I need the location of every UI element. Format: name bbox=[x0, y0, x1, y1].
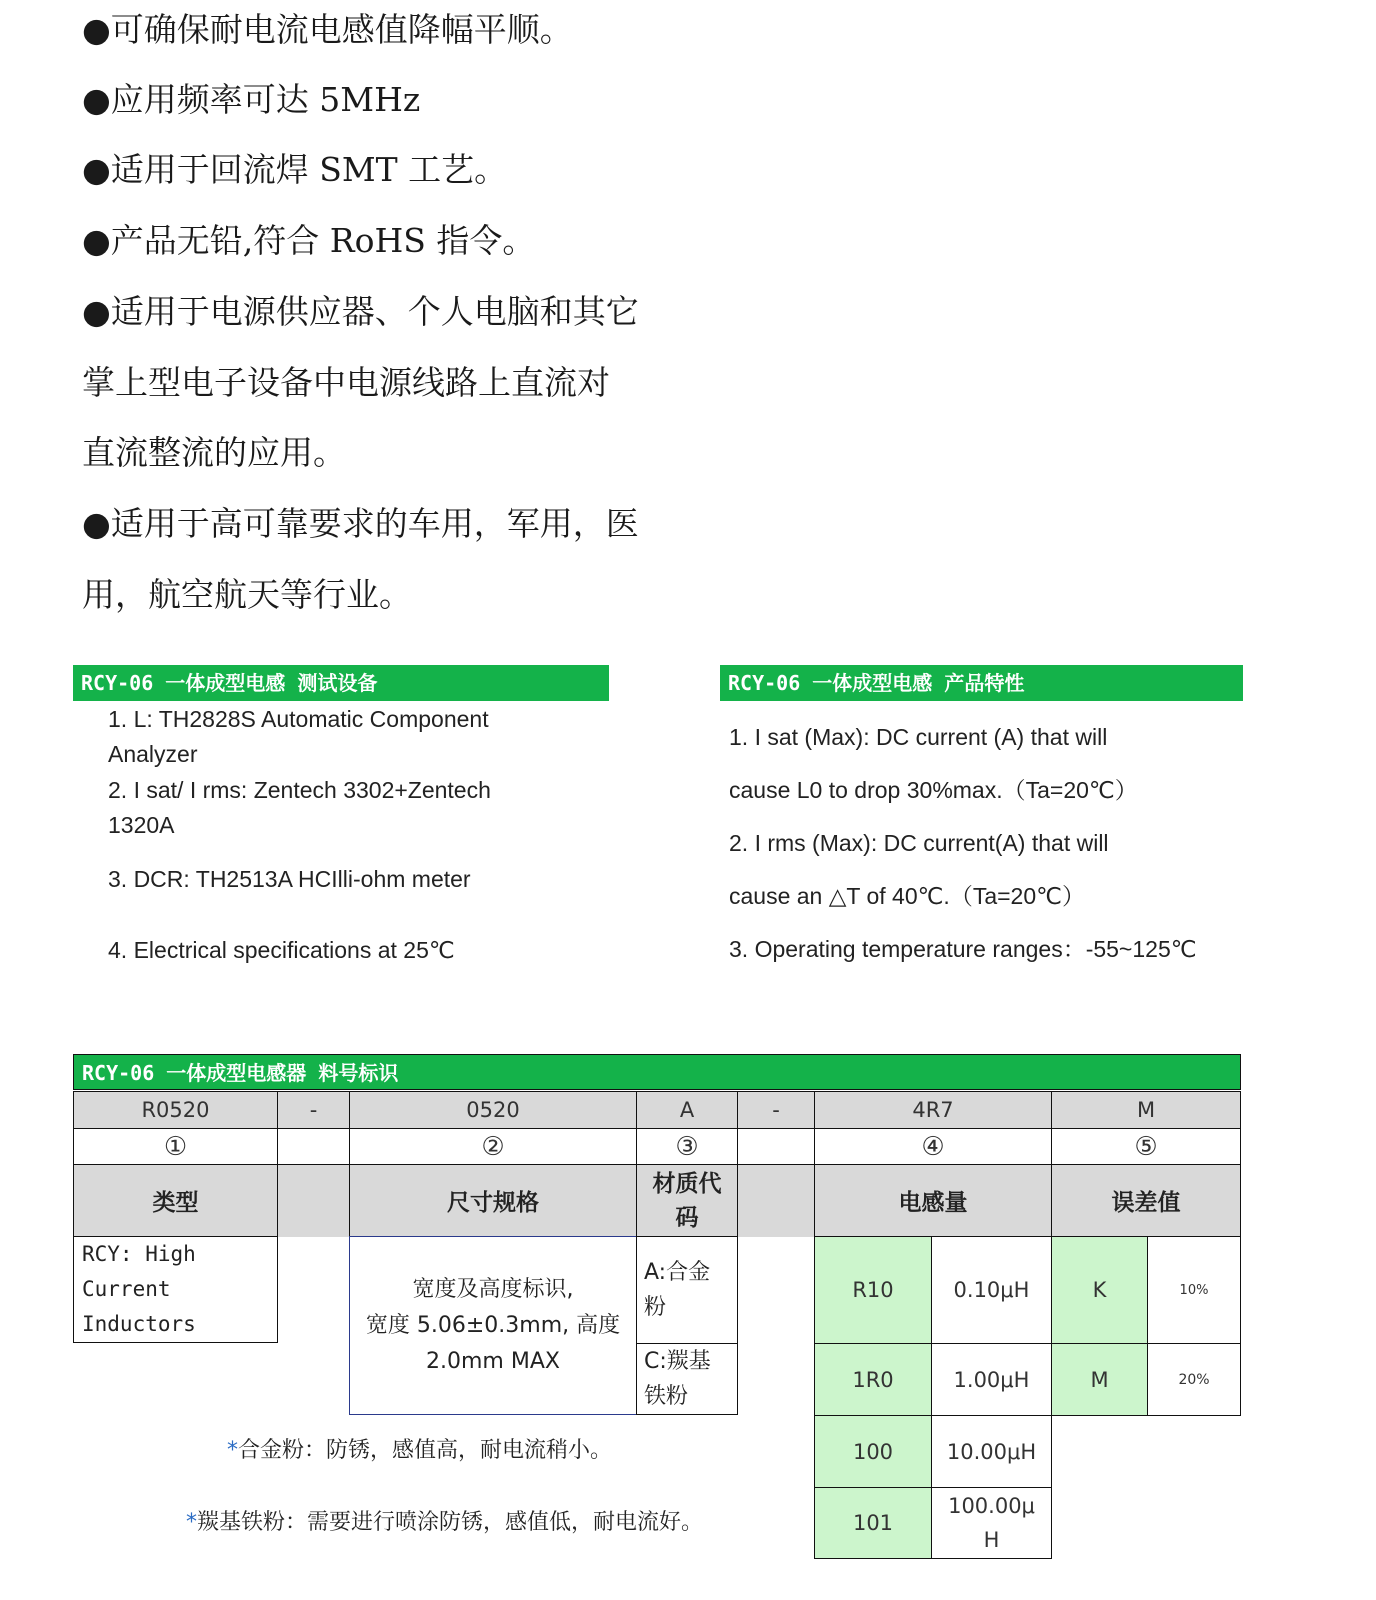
inductance-code: 1R0 bbox=[814, 1343, 932, 1416]
characteristics-line: 1. I sat (Max): DC current (A) that will bbox=[729, 724, 1108, 750]
material-option-line: 铁粉 bbox=[644, 1384, 689, 1409]
index-circle-1: ① bbox=[73, 1128, 278, 1165]
note-text: 羰基铁粉：需要进行喷涂防锈，感值低，耐电流好。 bbox=[197, 1510, 704, 1535]
material-option-line: A:合金 bbox=[644, 1260, 711, 1285]
code-cell-size: 0520 bbox=[349, 1091, 637, 1129]
bullet-line: ●适用于高可靠要求的车用，军用，医 bbox=[82, 504, 639, 543]
code-cell-tolerance: M bbox=[1051, 1091, 1241, 1129]
code-cell-type: R0520 bbox=[73, 1091, 278, 1129]
material-note bbox=[227, 1436, 612, 1466]
bullet-line: ●应用频率可达 5MHz bbox=[82, 80, 421, 119]
inductance-value bbox=[931, 1487, 1052, 1559]
characteristics-line: cause L0 to drop 30%max.（Ta=20℃） bbox=[729, 777, 1138, 803]
part-number-title: RCY-06 一体成型电感器 料号标识 bbox=[73, 1054, 1241, 1090]
inductance-value-line: H bbox=[983, 1528, 1000, 1552]
test-equipment-line: 1320A bbox=[108, 812, 175, 838]
header-material-line: 材质代 bbox=[652, 1170, 722, 1197]
material-option-a bbox=[636, 1236, 738, 1344]
type-desc-line: Current bbox=[82, 1277, 171, 1301]
size-desc-line: 宽度 5.06±0.3mm, 高度 bbox=[365, 1312, 621, 1338]
note-asterisk: * bbox=[227, 1438, 238, 1463]
inductance-value: 10.00μH bbox=[931, 1415, 1052, 1488]
inductance-code: 101 bbox=[814, 1487, 932, 1559]
test-equipment-line: 2. I sat/ I rms: Zentech 3302+Zentech bbox=[108, 777, 491, 803]
bullet-line: ●可确保耐电流电感值降幅平顺。 bbox=[82, 10, 573, 49]
size-desc-line: 宽度及高度标识, bbox=[412, 1276, 574, 1302]
code-cell-material: A bbox=[636, 1091, 738, 1129]
inductance-code: 100 bbox=[814, 1415, 932, 1488]
index-circle-5: ⑤ bbox=[1051, 1128, 1241, 1165]
characteristics-line: 2. I rms (Max): DC current(A) that will bbox=[729, 830, 1109, 856]
type-desc-line: RCY: High bbox=[82, 1242, 196, 1266]
header-material bbox=[636, 1164, 738, 1237]
characteristics-line: cause an △T of 40℃.（Ta=20℃） bbox=[729, 883, 1085, 909]
characteristics-line: 3. Operating temperature ranges：-55~125℃ bbox=[729, 936, 1197, 962]
test-equipment-line: 4. Electrical specifications at 25℃ bbox=[108, 937, 455, 963]
inductance-value: 1.00μH bbox=[931, 1343, 1052, 1416]
material-note bbox=[186, 1508, 703, 1538]
note-asterisk: * bbox=[186, 1510, 197, 1535]
type-description bbox=[73, 1236, 278, 1343]
code-cell-dash: - bbox=[737, 1091, 815, 1129]
test-equipment-line: 3. DCR: TH2513A HCIlli-ohm meter bbox=[108, 866, 471, 892]
test-equipment-title: RCY-06 一体成型电感 测试设备 bbox=[73, 665, 609, 701]
size-desc-line: 2.0mm MAX bbox=[426, 1348, 560, 1374]
tolerance-value: 10% bbox=[1147, 1236, 1241, 1344]
inductance-value-line: 100.00μ bbox=[948, 1494, 1035, 1518]
test-equipment-line: 1. L: TH2828S Automatic Component bbox=[108, 706, 489, 732]
bullet-line: ●适用于电源供应器、个人电脑和其它 bbox=[82, 292, 639, 331]
bullet-line: 直流整流的应用。 bbox=[82, 433, 346, 472]
header-inductance: 电感量 bbox=[814, 1164, 1052, 1237]
header-empty bbox=[277, 1164, 350, 1237]
note-text: 合金粉：防锈，感值高，耐电流稍小。 bbox=[238, 1438, 613, 1463]
header-tolerance: 误差值 bbox=[1051, 1164, 1241, 1237]
test-equipment-line: Analyzer bbox=[108, 741, 198, 767]
header-empty bbox=[737, 1164, 815, 1237]
code-cell-dash: - bbox=[277, 1091, 350, 1129]
header-material-line: 码 bbox=[675, 1204, 699, 1231]
index-empty bbox=[277, 1128, 350, 1165]
code-cell-inductance: 4R7 bbox=[814, 1091, 1052, 1129]
tolerance-code: M bbox=[1051, 1343, 1148, 1416]
bullet-line: ●适用于回流焊 SMT 工艺。 bbox=[82, 150, 508, 189]
inductance-value: 0.10μH bbox=[931, 1236, 1052, 1344]
material-option-c bbox=[636, 1343, 738, 1415]
characteristics-title: RCY-06 一体成型电感 产品特性 bbox=[720, 665, 1243, 701]
tolerance-code: K bbox=[1051, 1236, 1148, 1344]
inductance-code: R10 bbox=[814, 1236, 932, 1344]
index-empty bbox=[737, 1128, 815, 1165]
size-description bbox=[349, 1236, 637, 1415]
header-type: 类型 bbox=[73, 1164, 278, 1237]
index-circle-3: ③ bbox=[636, 1128, 738, 1165]
tolerance-value: 20% bbox=[1147, 1343, 1241, 1416]
material-option-line: 粉 bbox=[644, 1295, 667, 1320]
bullet-line: 掌上型电子设备中电源线路上直流对 bbox=[82, 363, 610, 402]
material-option-line: C:羰基 bbox=[644, 1349, 711, 1374]
header-size: 尺寸规格 bbox=[349, 1164, 637, 1237]
type-desc-line: Inductors bbox=[82, 1312, 196, 1336]
bullet-line: 用，航空航天等行业。 bbox=[82, 575, 412, 614]
index-circle-4: ④ bbox=[814, 1128, 1052, 1165]
bullet-line: ●产品无铅,符合 RoHS 指令。 bbox=[82, 221, 536, 260]
index-circle-2: ② bbox=[349, 1128, 637, 1165]
